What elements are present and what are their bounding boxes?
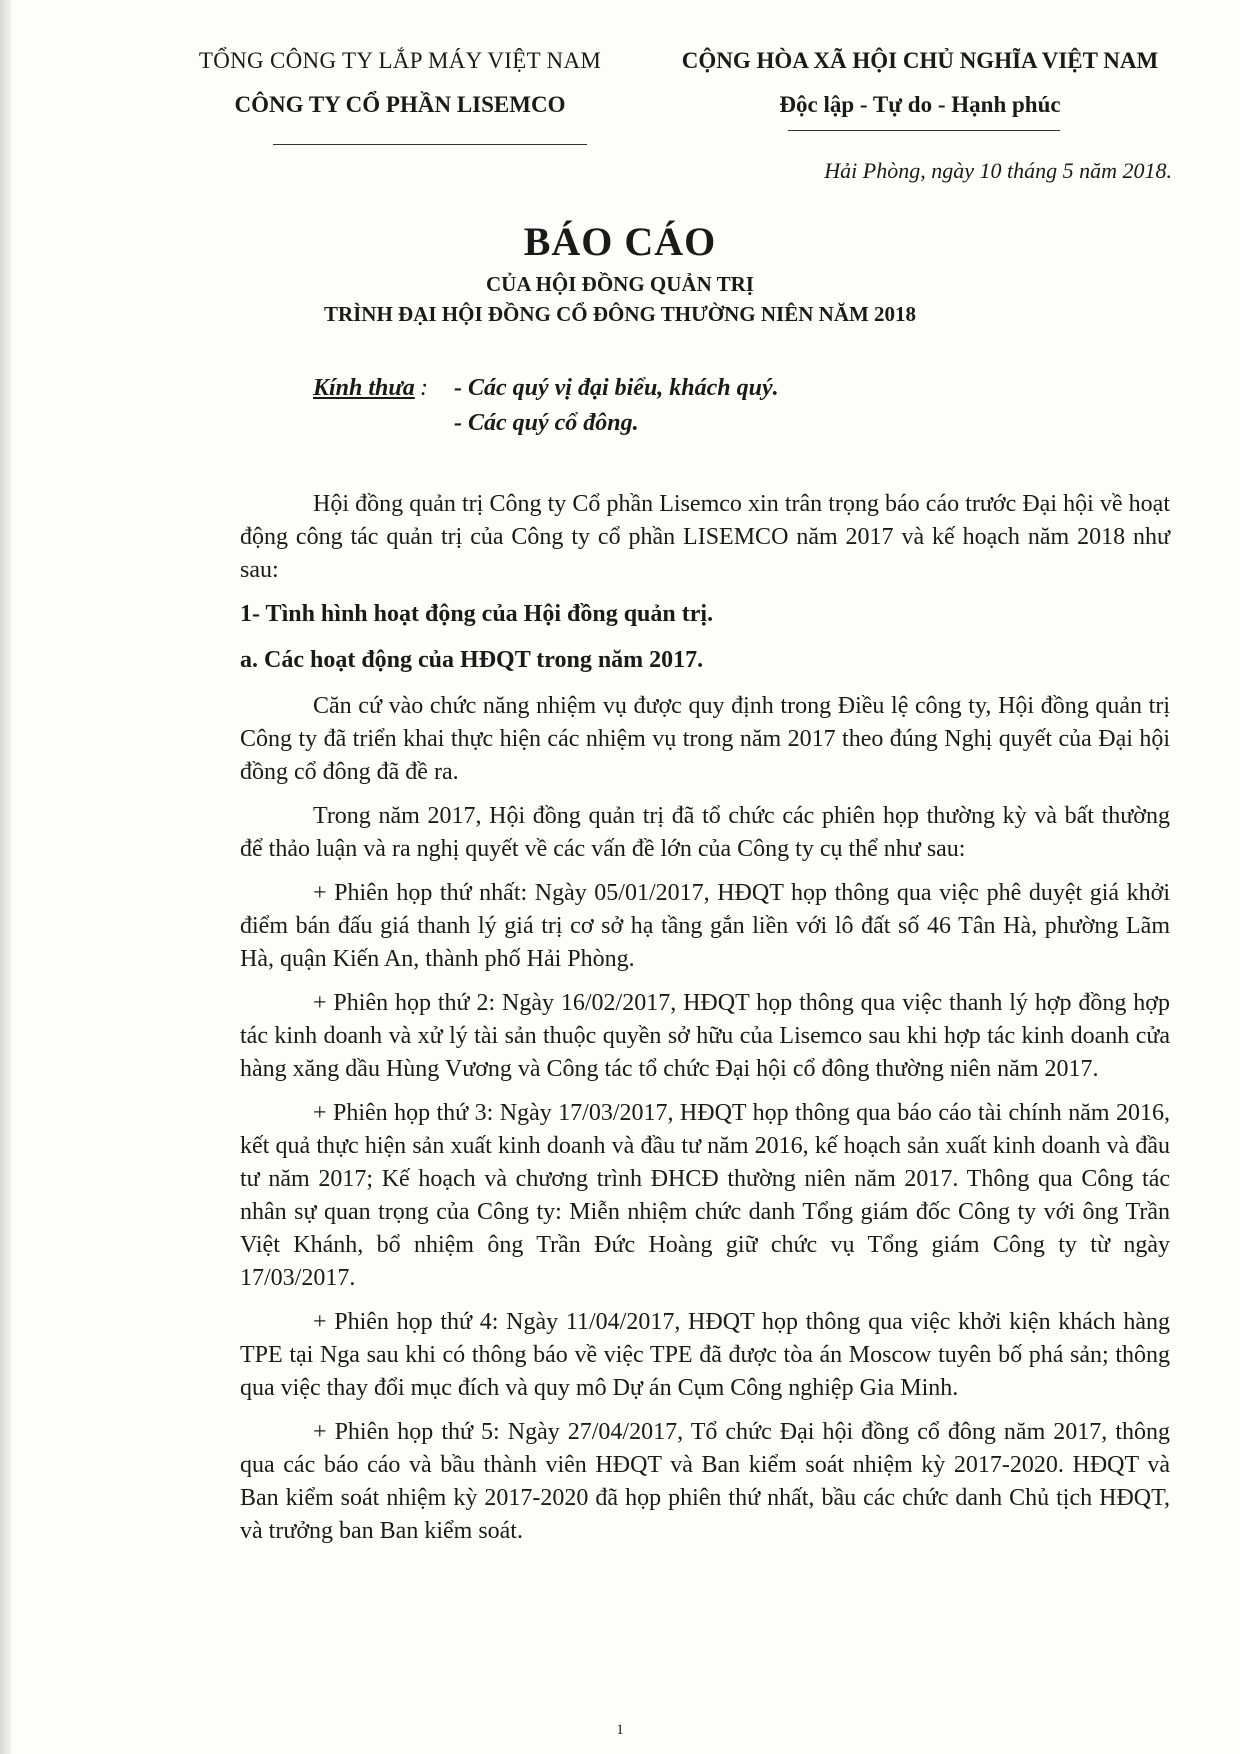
issuer-block xyxy=(180,48,620,118)
document-subtitle-1: CỦA HỘI ĐỒNG QUẢN TRỊ xyxy=(486,272,754,296)
meeting-item-2: + Phiên họp thứ 2: Ngày 16/02/2017, HĐQT họp thông qua việc thanh lý hợp đồng hợp tác kinh doanh và xử lý tài sản thuộc quyền sở hữu của Lisemco sau khi hợp tác kinh doanh cửa hàng xăng dầu Hùng Vương và Công tác tổ chức Đại hội cổ đông thường niên năm 2017. xyxy=(240,990,1170,1082)
intro-paragraph: Hội đồng quản trị Công ty Cổ phần Lisemco xin trân trọng báo cáo trước Đại hội về hoạt động công tác quản trị của Công ty cổ phần LISEMCO năm 2017 và kế hoạch năm 2018 như sau: xyxy=(240,491,1170,583)
meeting-item-4: + Phiên họp thứ 4: Ngày 11/04/2017, HĐQT họp thông qua việc khởi kiện khách hàng TPE tại Nga sau khi có thông báo về việc TPE đã được tòa án Moscow tuyên bố phá sản; thông qua việc thay đổi mục đích và quy mô Dự án Cụm Công nghiệp Gia Minh. xyxy=(240,1309,1170,1401)
company-name: CÔNG TY CỔ PHẦN LISEMCO xyxy=(234,92,566,117)
issuer-divider xyxy=(273,144,587,145)
salutation-colon: : xyxy=(420,375,428,401)
page-number: 1 xyxy=(616,1722,624,1738)
national-motto: Độc lập - Tự do - Hạnh phúc xyxy=(779,92,1061,117)
motto-divider xyxy=(788,130,1060,131)
recipient-line-2: - Các quý cổ đông. xyxy=(454,410,639,436)
report-body xyxy=(240,488,1170,1559)
salutation-label: Kính thưa xyxy=(313,375,415,401)
recipient-line-1: - Các quý vị đại biểu, khách quý. xyxy=(454,375,779,401)
meeting-item-1: + Phiên họp thứ nhất: Ngày 05/01/2017, HĐQT họp thông qua việc phê duyệt giá khởi điểm bán đấu giá thanh lý giá trị cơ sở hạ tầng gắn liền với lô đất số 46 Tân Hà, phường Lãm Hà, quận Kiến An, thành phố Hải Phòng. xyxy=(240,880,1170,972)
section-heading-1: 1- Tình hình hoạt động của Hội đồng quản trị. xyxy=(240,601,714,627)
meeting-item-5: + Phiên họp thứ 5: Ngày 27/04/2017, Tổ chức Đại hội đồng cổ đông năm 2017, thông qua các báo cáo và bầu thành viên HĐQT và Ban kiểm soát nhiệm kỳ 2017-2020. HĐQT và Ban kiểm soát nhiệm kỳ 2017-2020 đã họp phiên thứ nhất, bầu các chức danh Chủ tịch HĐQT, và trưởng ban Ban kiểm soát. xyxy=(240,1419,1170,1544)
parent-organization: TỔNG CÔNG TY LẮP MÁY VIỆT NAM xyxy=(198,48,602,73)
meeting-item-3: + Phiên họp thứ 3: Ngày 17/03/2017, HĐQT họp thông qua báo cáo tài chính năm 2016, kết quả thực hiện sản xuất kinh doanh và đầu tư năm 2016, kế hoạch sản xuất kinh doanh và đầu tư năm 2017; Kế hoạch và chương trình ĐHCĐ thường niên năm 2017. Thông qua Công tác nhân sự quan trọng của Công ty: Miễn nhiệm chức danh Tổng giám đốc Công ty với ông Trần Việt Khánh, bổ nhiệm ông Trần Đức Hoàng giữ chức vụ Tổng giám Công ty từ ngày 17/03/2017. xyxy=(240,1100,1170,1291)
paragraph-2: Trong năm 2017, Hội đồng quản trị đã tổ chức các phiên họp thường kỳ và bất thường để thảo luận và ra nghị quyết về các vấn đề lớn của Công ty cụ thể như sau: xyxy=(240,803,1170,862)
document-title: BÁO CÁO xyxy=(523,219,717,264)
document-subtitle-2: TRÌNH ĐẠI HỘI ĐỒNG CỔ ĐÔNG THƯỜNG NIÊN NĂM 2018 xyxy=(323,302,917,326)
national-header xyxy=(660,48,1180,118)
place-date: Hải Phòng, ngày 10 tháng 5 năm 2018. xyxy=(824,158,1172,183)
paragraph-1: Căn cứ vào chức năng nhiệm vụ được quy định trong Điều lệ công ty, Hội đồng quản trị Công ty đã triển khai thực hiện các nhiệm vụ trong năm 2017 theo đúng Nghị quyết của Đại hội đồng cổ đông đã đề ra. xyxy=(240,693,1170,785)
national-title: CỘNG HÒA XÃ HỘI CHỦ NGHĨA VIỆT NAM xyxy=(681,48,1159,73)
section-heading-1a: a. Các hoạt động của HĐQT trong năm 2017. xyxy=(240,647,704,673)
